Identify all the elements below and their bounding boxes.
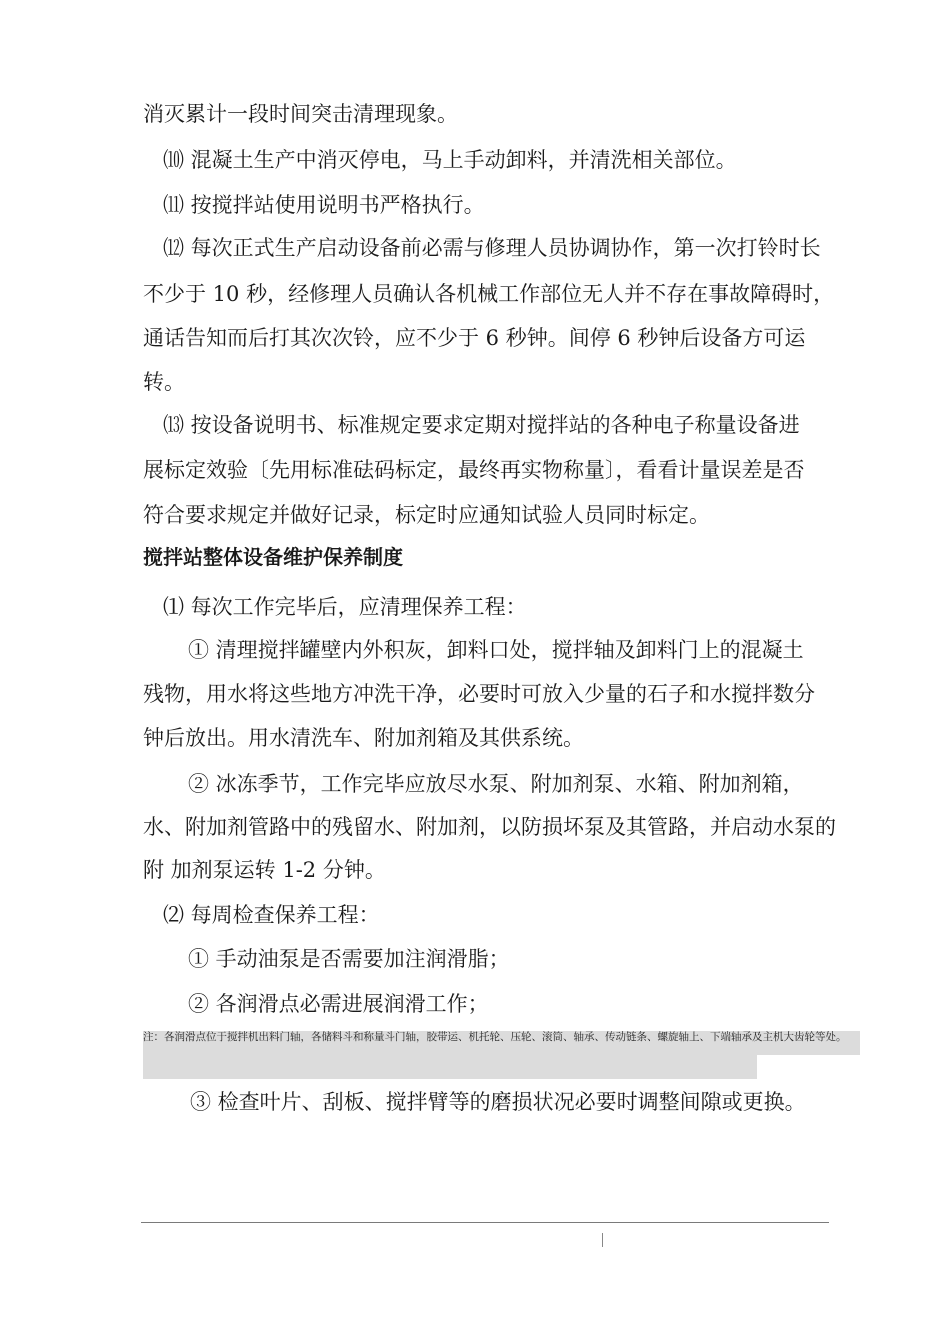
paragraph-line: 不少于 10 秒，经修理人员确认各机械工作部位无人并不存在事故障碍时， <box>143 282 835 306</box>
page-number-marker <box>602 1233 603 1247</box>
paragraph-line: 展标定效验〔先用标准砝码标定，最终再实物称量〕，看看计量误差是否 <box>143 458 805 482</box>
sub-item-1: ① 手动油泵是否需要加注润滑脂； <box>188 947 510 971</box>
paragraph-line: 残物，用水将这些地方冲洗干净，必要时可放入少量的石子和水搅拌数分 <box>143 682 815 706</box>
list-item-12: ⑿ 每次正式生产启动设备前必需与修理人员协调协作，第一次打铃时长 <box>163 236 821 260</box>
paragraph-line: 转。 <box>143 370 185 394</box>
lubrication-note: 注：各润滑点位于搅拌机出料门轴，各储料斗和称量斗门轴，胶带运、机托轮、压轮、滚筒、轴承、传动链条、螺旋轴上、下端轴承及主机大齿轮等处。 <box>143 1031 860 1055</box>
list-item-11: ⑾ 按搅拌站使用说明书严格执行。 <box>163 193 485 217</box>
paragraph-line: 钟后放出。用水清洗车、附加剂箱及其供系统。 <box>143 726 584 750</box>
sub-item-3: ③ 检查叶片、刮板、搅拌臂等的磨损状况必要时调整间隙或更换。 <box>190 1090 806 1114</box>
paragraph-line: 附 加剂泵运转 1-2 分钟。 <box>143 858 386 882</box>
paragraph-line: 通话告知而后打其次次铃，应不少于 6 秒钟。间停 6 秒钟后设备方可运 <box>143 326 806 350</box>
list-item-2: ⑵ 每周检查保养工程： <box>163 903 380 927</box>
note-shading <box>143 1055 757 1079</box>
paragraph-line: 消灭累计一段时间突击清理现象。 <box>143 102 458 126</box>
paragraph-line: 水、附加剂管路中的残留水、附加剂，以防损坏泵及其管路，并启动水泵的 <box>143 815 836 839</box>
sub-item-2: ② 各润滑点必需进展润滑工作； <box>188 992 489 1016</box>
paragraph-line: 符合要求规定并做好记录，标定时应通知试验人员同时标定。 <box>143 503 710 527</box>
list-item-13: ⒀ 按设备说明书、标准规定要求定期对搅拌站的各种电子称量设备进 <box>163 413 800 437</box>
section-heading: 搅拌站整体设备维护保养制度 <box>143 545 403 569</box>
sub-item-2: ② 冰冻季节，工作完毕应放尽水泵、附加剂泵、水箱、附加剂箱， <box>188 772 804 796</box>
sub-item-1: ① 清理搅拌罐壁内外积灰，卸料口处，搅拌轴及卸料门上的混凝土 <box>188 638 804 662</box>
footer-divider <box>141 1222 829 1223</box>
list-item-1: ⑴ 每次工作完毕后，应清理保养工程： <box>163 595 527 619</box>
list-item-10: ⑽ 混凝土生产中消灭停电，马上手动卸料，并清洗相关部位。 <box>163 148 737 172</box>
